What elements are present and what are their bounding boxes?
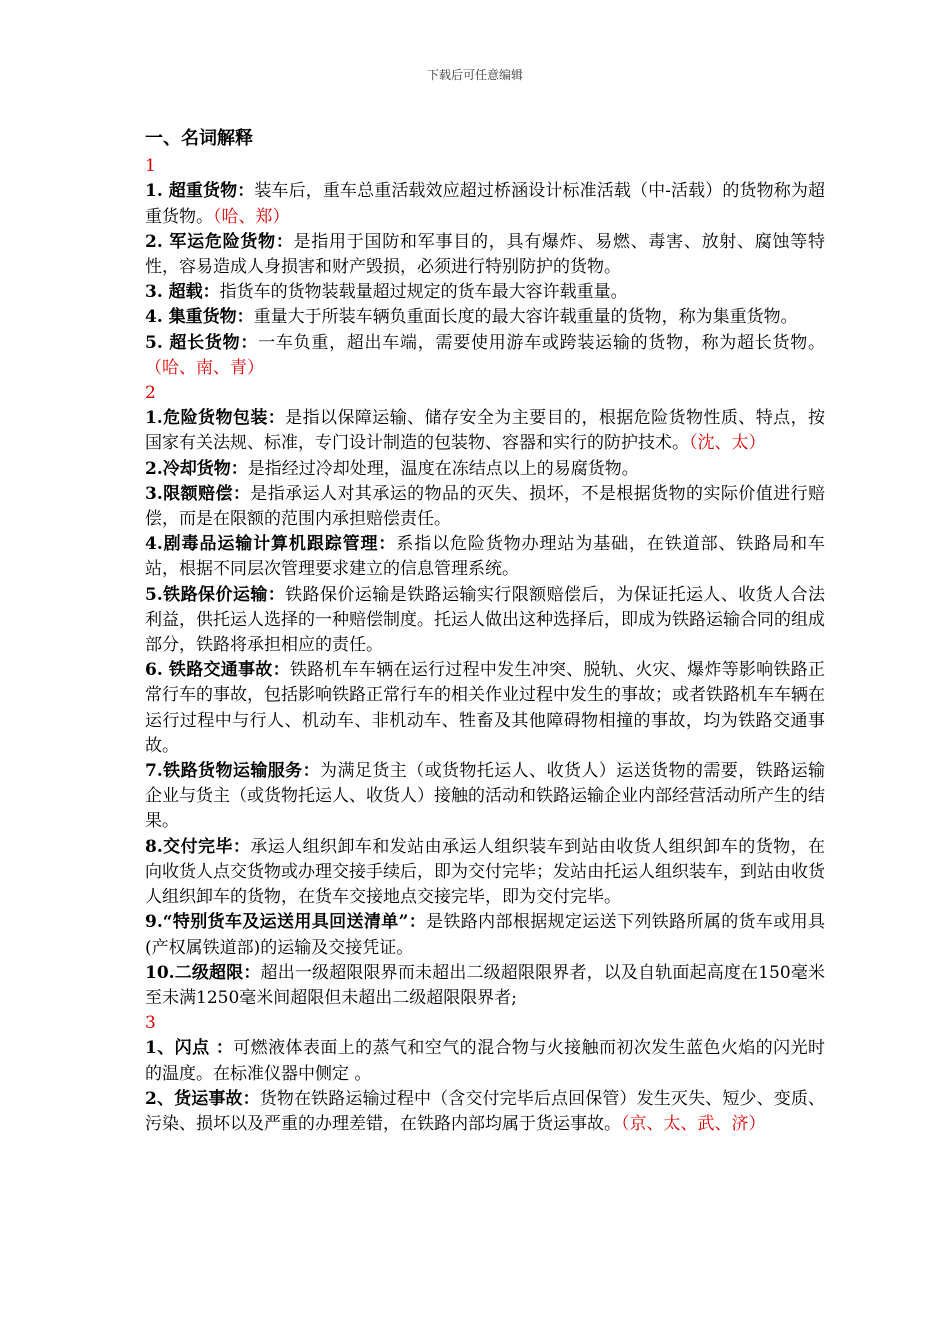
term-definition — [145, 457, 825, 482]
term-text: 一车负重，超出车端，需要使用游车或跨装运输的货物，称为超长货物。 — [258, 332, 826, 353]
term-definition — [145, 835, 825, 911]
term-group — [145, 154, 825, 381]
term-definition — [145, 658, 825, 759]
term-definition — [145, 532, 825, 582]
term-label: 1、闪点 ： — [145, 1038, 234, 1059]
term-text: 为满足货主（或货物托运人、收货人）运送货物的需要，铁路运输企业与货主（或货物托运人、收货人）接触的活动和铁路运输企业内部经营活动所产生的结果。 — [145, 761, 826, 832]
group-number: 1 — [145, 156, 156, 177]
term-text: 重量大于所装车辆负重面长度的最大容许载重量的货物，称为集重货物。 — [253, 307, 798, 328]
region-note: （哈、南、青） — [145, 357, 264, 378]
term-text: 是指以保障运输、储存安全为主要目的，根据危险货物性质、特点，按国家有关法规、标准，专门设计制造的包装物、容器和实行的防护技术。 — [145, 408, 825, 454]
term-definition — [145, 1087, 825, 1137]
group-number: 2 — [145, 383, 156, 404]
term-text: 铁路保价运输是铁路运输实行限额赔偿后，为保证托运人、收货人合法利益，供托运人选择的一种赔偿制度。托运人做出这种选择后，即成为铁路运输合同的组成部分，铁路将承担相应的责任。 — [145, 584, 825, 656]
term-label: 1. 超重货物： — [145, 181, 255, 202]
term-label: 4.剧毒品运输计算机跟踪管理： — [145, 534, 397, 555]
term-definition — [145, 280, 825, 305]
term-definition — [145, 961, 825, 1011]
term-group — [145, 381, 825, 1011]
term-text: 装车后，重车总重活载效应超过桥涵设计标准活载（中-活载）的货物称为超重货物。 — [145, 181, 825, 227]
region-note: （沈、太） — [689, 433, 766, 454]
term-label: 2. 军运危险货物： — [145, 231, 294, 252]
term-label: 5. 超长货物： — [145, 332, 259, 353]
term-definition — [145, 1036, 825, 1086]
term-label: 6. 铁路交通事故： — [145, 660, 290, 681]
term-label: 2、货运事故： — [145, 1088, 260, 1109]
term-text: 是指经过冷却处理，温度在冻结点以上的易腐货物。 — [247, 458, 639, 479]
term-label: 9.“特别货车及运送用具回送清单”： — [145, 912, 427, 933]
term-text: 超出一级超限限界而未超出二级超限限界者，以及自轨面起高度在150毫米至未满1250毫米间超限但未超出二级超限限界者; — [145, 962, 825, 1008]
term-label: 7.铁路货物运输服务： — [145, 761, 321, 782]
term-group — [145, 1011, 825, 1137]
term-label: 5.铁路保价运输： — [145, 584, 286, 605]
term-definition — [145, 305, 825, 330]
term-label: 8.交付完毕： — [145, 836, 251, 857]
term-definition — [145, 583, 825, 659]
term-text: 是指用于国防和军事目的，具有爆炸、易燃、毒害、放射、腐蚀等特性，容易造成人身损害和财产毁损，必须进行特别防护的货物。 — [145, 231, 825, 278]
term-label: 3. 超载： — [145, 282, 220, 303]
group-number: 3 — [145, 1013, 156, 1034]
section-title: 一、名词解释 — [145, 128, 253, 149]
term-label: 1.危险货物包装： — [145, 408, 286, 429]
term-definition — [145, 406, 825, 456]
region-note: （京、太、武、济） — [621, 1113, 766, 1134]
term-definition — [145, 910, 825, 960]
term-label: 4. 集重货物： — [145, 307, 254, 328]
term-text: 系指以危险货物办理站为基础，在铁道部、铁路局和车站，根据不同层次管理要求建立的信息管理系统。 — [145, 534, 825, 580]
term-definition — [145, 759, 825, 835]
term-label: 2.冷却货物： — [145, 458, 248, 479]
term-text: 是指承运人对其承运的物品的灭失、损坏，不是根据货物的实际价值进行赔偿，而是在限额的范围内承担赔偿责任。 — [145, 483, 826, 530]
term-text: 指货车的货物装载量超过规定的货车最大容许载重量。 — [219, 282, 628, 303]
term-text: 承运人组织卸车和发站由承运人组织装车到站由收货人组织卸车的货物，在向收货人点交货物或办理交接手续后，即为交付完毕；发站由托运人组织装车，到站由收货人组织卸车的货物，在货车交接地点交接完毕，即为交付完毕。 — [145, 836, 826, 908]
term-text: 货物在铁路运输过程中（含交付完毕后点回保管）发生灭失、短少、变质、污染、损坏以及严重的办理差错，在铁路内部均属于货运事故。 — [145, 1088, 825, 1134]
term-definition — [145, 331, 825, 381]
term-text: 铁路机车车辆在运行过程中发生冲突、脱轨、火灾、爆炸等影响铁路正常行车的事故，包括影响铁路正常行车的相关作业过程中发生的事故；或者铁路机车车辆在运行过程中与行人、机动车、非机动车、牲畜及其他障碍物相撞的事故，均为铁路交通事故。 — [145, 660, 825, 756]
term-definition — [145, 230, 825, 280]
document-body — [145, 126, 825, 1137]
term-text: 是铁路内部根据规定运送下列铁路所属的货车或用具(产权属铁道部)的运输及交接凭证。 — [145, 912, 826, 958]
region-note: （哈、郑） — [213, 206, 290, 227]
term-definition — [145, 482, 825, 532]
page-header: 下载后可任意编辑 — [426, 68, 523, 82]
term-definition — [145, 179, 825, 229]
term-label: 10.二级超限： — [145, 962, 261, 983]
term-label: 3.限额赔偿： — [145, 483, 251, 504]
term-text: 可燃液体表面上的蒸气和空气的混合物与火接触而初次发生蓝色火焰的闪光时的温度。在标准仪器中侧定 。 — [145, 1038, 825, 1084]
